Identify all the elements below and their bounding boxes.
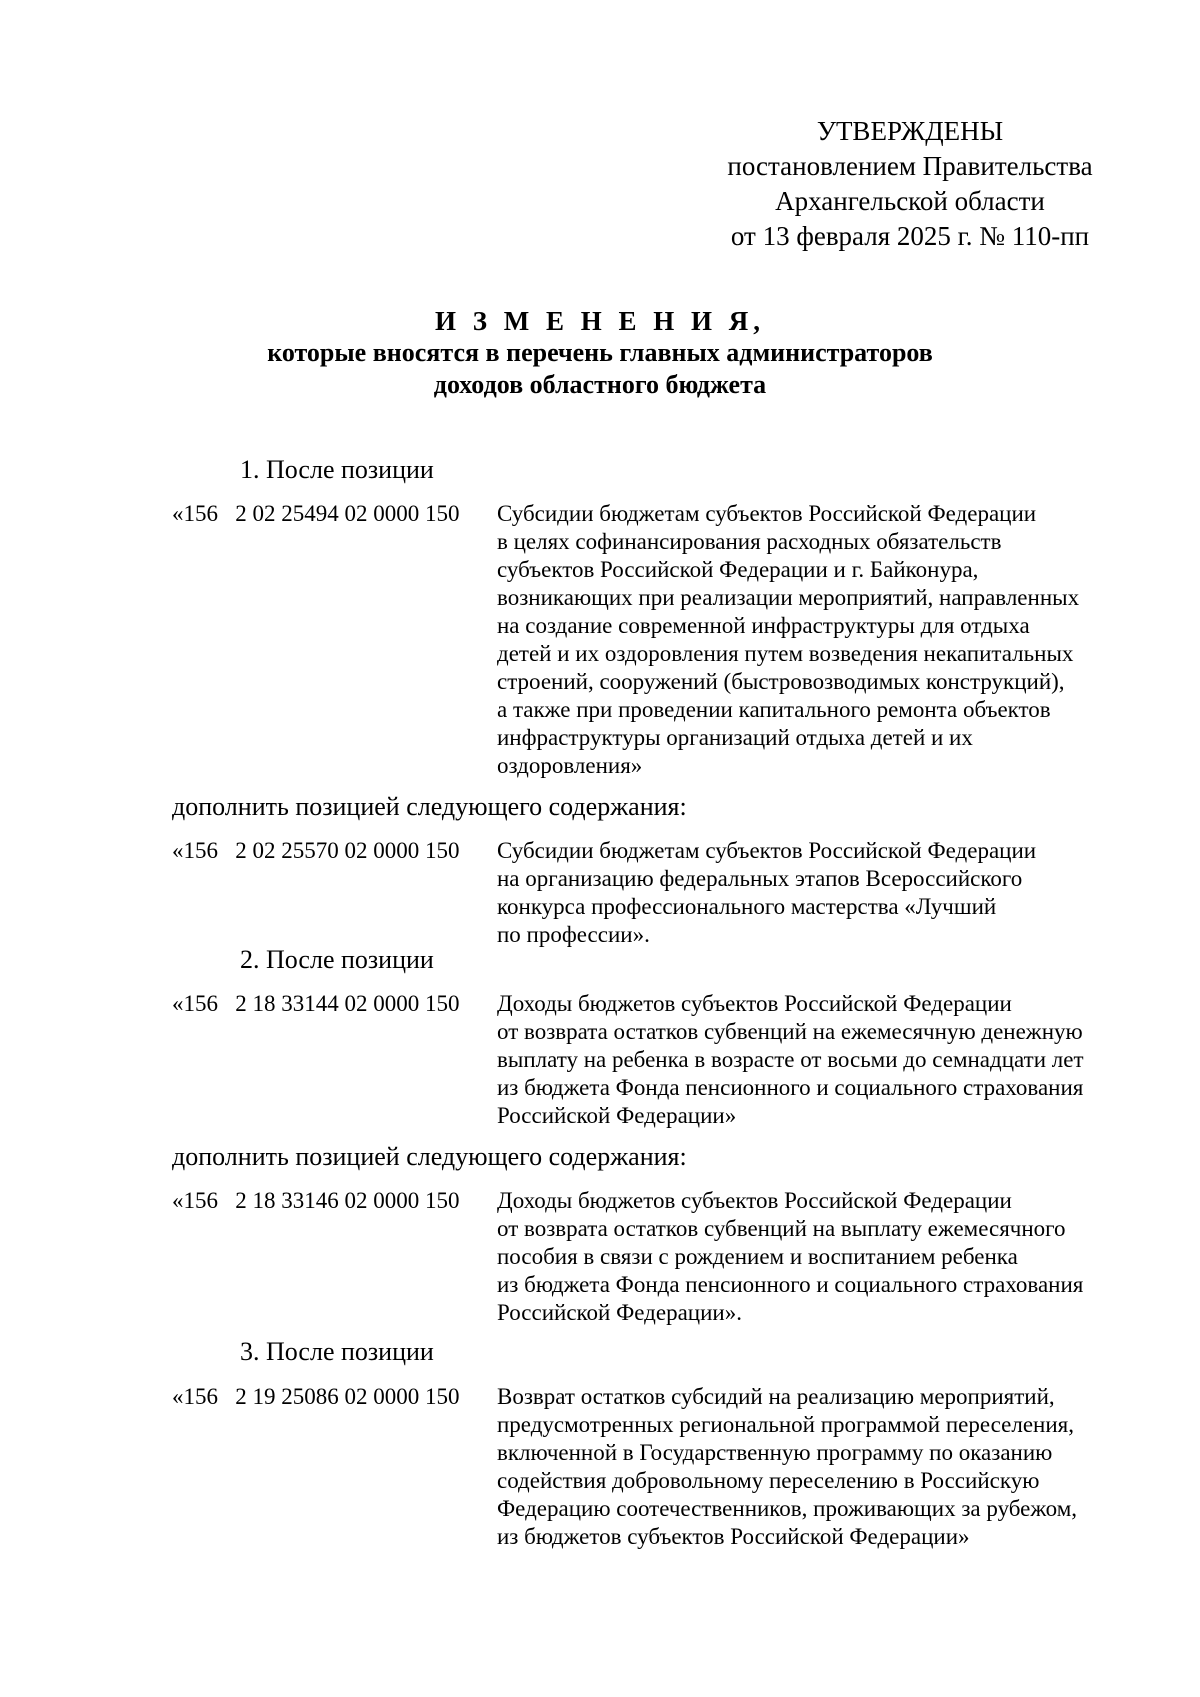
description-line: Субсидии бюджетам субъектов Российской Федерации [497,838,1037,863]
description-line: из бюджетов субъектов Российской Федерации» [497,1524,970,1549]
section-heading: 1. После позиции [240,455,434,484]
approval-line: УТВЕРЖДЕНЫ [816,116,1004,146]
description-line: от возврата остатков субвенций на ежемесячную денежную [497,1019,1083,1044]
position-code: «156 2 02 25570 02 0000 150 [172,838,460,863]
instruction-text: дополнить позицией следующего содержания: [172,1142,687,1171]
description-line: содействия добровольному переселению в Российскую [497,1468,1040,1493]
title-line: И З М Е Н Е Н И Я, [434,306,765,336]
position-code: «156 2 18 33144 02 0000 150 [172,991,460,1016]
description-line: конкурса профессионального мастерства «Лучший [497,894,997,919]
position-description [497,837,1127,949]
description-line: предусмотренных региональной программой переселения, [497,1412,1074,1437]
description-line: Федерацию соотечественников, проживающих за рубежом, [497,1496,1078,1521]
approval-line: постановлением Правительства [727,151,1093,181]
description-line: детей и их оздоровления путем возведения некапитальных [497,641,1074,666]
description-line: оздоровления» [497,753,643,778]
description-line: на создание современной инфраструктуры для отдыха [497,613,1030,638]
description-line: Доходы бюджетов субъектов Российской Федерации [497,1188,1012,1213]
approval-stamp [700,114,1120,254]
position-description [497,500,1127,780]
document-title [150,305,1050,401]
description-line: Субсидии бюджетам субъектов Российской Федерации [497,501,1037,526]
description-line: пособия в связи с рождением и воспитанием ребенка [497,1244,1018,1269]
position-description [497,1383,1127,1551]
description-line: Возврат остатков субсидий на реализацию мероприятий, [497,1384,1055,1409]
description-line: включенной в Государственную программу по оказанию [497,1440,1053,1465]
description-line: инфраструктуры организаций отдыха детей и их [497,725,973,750]
position-description [497,1187,1127,1327]
approval-line: Архангельской области [775,186,1045,216]
description-line: на организацию федеральных этапов Всероссийского [497,866,1023,891]
description-line: субъектов Российской Федерации и г. Байконура, [497,557,979,582]
title-line: доходов областного бюджета [433,370,767,399]
description-line: а также при проведении капитального ремонта объектов [497,697,1051,722]
position-code: «156 2 19 25086 02 0000 150 [172,1384,460,1409]
description-line: возникающих при реализации мероприятий, направленных [497,585,1080,610]
description-line: Российской Федерации» [497,1103,737,1128]
position-description [497,990,1127,1130]
description-line: из бюджета Фонда пенсионного и социального страхования [497,1272,1084,1297]
description-line: Российской Федерации». [497,1300,742,1325]
position-code: «156 2 02 25494 02 0000 150 [172,501,460,526]
description-line: по профессии». [497,922,650,947]
approval-line: от 13 февраля 2025 г. № 110-пп [730,221,1090,251]
title-line: которые вносятся в перечень главных администраторов [267,338,933,367]
description-line: из бюджета Фонда пенсионного и социального страхования [497,1075,1084,1100]
description-line: строений, сооружений (быстровозводимых конструкций), [497,669,1065,694]
instruction-text: дополнить позицией следующего содержания: [172,792,687,821]
description-line: Доходы бюджетов субъектов Российской Федерации [497,991,1012,1016]
position-code: «156 2 18 33146 02 0000 150 [172,1188,460,1213]
section-heading: 2. После позиции [240,945,434,974]
section-heading: 3. После позиции [240,1337,434,1366]
description-line: в целях софинансирования расходных обязательств [497,529,1002,554]
description-line: от возврата остатков субвенций на выплату ежемесячного [497,1216,1066,1241]
description-line: выплату на ребенка в возрасте от восьми до семнадцати лет [497,1047,1084,1072]
